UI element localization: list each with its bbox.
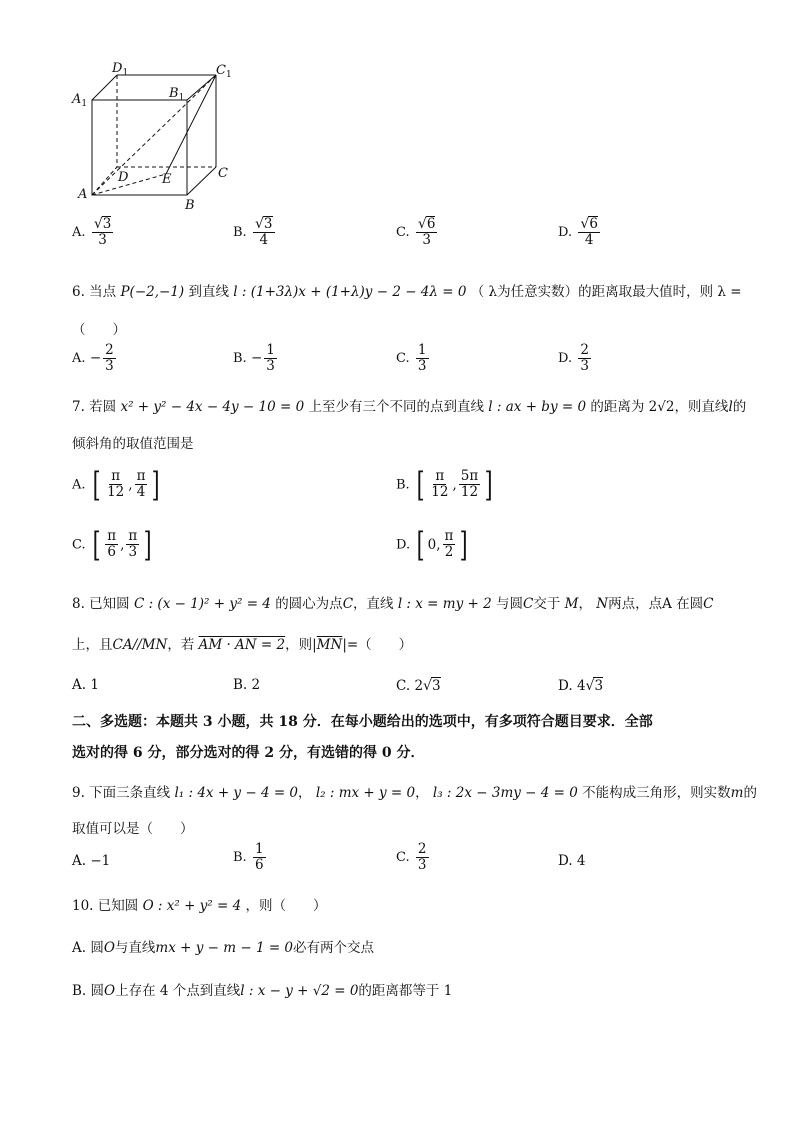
q7-option-d[interactable]: D. [ 0 , $\frac{\pi}{2}$ ] — [396, 525, 469, 565]
q5-option-c[interactable]: C. $\frac{√6}{3}$ — [396, 216, 436, 249]
q7-option-a[interactable]: A. [ $\frac{\pi}{12}$ , $\frac{\pi}{4}$ ] — [72, 465, 161, 505]
question-8-line2: 上，且CA//MN，若 AM · AN = 2，则$|\overline{MN}|=$（ ） — [72, 637, 413, 653]
label-E: E — [162, 172, 172, 187]
q7-option-c[interactable]: C. [ $\frac{\pi}{6}$ , $\frac{\pi}{3}$ ] — [72, 525, 152, 565]
question-10-stem: 10. 已知圆 O : x² + y² = 4 ，则（ ） — [72, 898, 327, 914]
q10-option-a[interactable]: A. 圆O与直线mx + y − m − 1 = 0必有两个交点 — [72, 940, 375, 956]
q6-option-d[interactable]: D. $\frac{2}{3}$ — [558, 342, 589, 374]
cube-diagram — [70, 55, 245, 210]
label-A: A — [78, 187, 88, 202]
q8-option-c[interactable]: C. 2√3 — [396, 678, 441, 694]
label-C1: $C_1$ — [216, 63, 232, 80]
q8-option-d[interactable]: D. 4√3 — [558, 678, 604, 694]
q7-option-b[interactable]: B. [ $\frac{\pi}{12}$ , $\frac{5\pi}{12}$ ] — [396, 465, 493, 505]
question-8-stem: 8. 已知圆 C : (x − 1)² + y² = 4 的圆心为点C，直线 l : x = my + 2 与圆C交于 M， N两点，点A 在圆C — [72, 596, 714, 612]
q5-option-d[interactable]: D. $\frac{√6}{4}$ — [558, 216, 598, 249]
q6-option-b[interactable]: B. − $\frac{1}{3}$ — [233, 342, 275, 374]
label-B: B — [185, 198, 195, 210]
q9-option-c[interactable]: C. $\frac{2}{3}$ — [396, 841, 427, 873]
cube-front-face — [92, 100, 187, 195]
q8-option-a[interactable]: A. 1 — [72, 677, 99, 693]
question-7-stem: 7. 若圆 x² + y² − 4x − 4y − 10 = 0 上至少有三个不同的点到直线 l : ax + by = 0 的距离为 2√2，则直线l的 — [72, 399, 747, 415]
q5-option-b[interactable]: B. $\frac{√3}{4}$ — [233, 216, 273, 249]
label-D1: $D_1$ — [112, 61, 129, 78]
question-9-line2: 取值可以是（ ） — [72, 821, 194, 837]
label-C: C — [218, 166, 228, 181]
q9-option-a[interactable]: A. −1 — [72, 853, 111, 869]
q9-option-b[interactable]: B. $\frac{1}{6}$ — [233, 841, 264, 873]
label-D: D — [118, 170, 129, 185]
q9-option-d[interactable]: D. 4 — [558, 853, 586, 869]
label-B1: $B_1$ — [169, 86, 185, 103]
q6-option-c[interactable]: C. $\frac{1}{3}$ — [396, 342, 427, 374]
question-6-blank: （ ） — [72, 322, 126, 338]
section-2-heading: 二、多选题：本题共 3 小题，共 18 分．在每小题给出的选项中，有多项符合题目要求．全部 — [72, 714, 653, 730]
q6-option-a[interactable]: A. − $\frac{2}{3}$ — [72, 342, 114, 374]
section-2-heading-line2: 选对的得 6 分，部分选对的得 2 分，有选错的得 0 分． — [72, 745, 425, 761]
question-9-stem: 9. 下面三条直线 l₁ : 4x + y − 4 = 0， l₂ : mx + y = 0， l₃ : 2x − 3my − 4 = 0 不能构成三角形，则实数m的 — [72, 785, 757, 801]
question-6-stem: 6. 当点 P(−2,−1) 到直线 l : (1+3λ)x + (1+λ)y − 2 − 4λ = 0 （ λ为任意实数）的距离取最大值时，则 λ = — [72, 284, 742, 300]
question-7-line2: 倾斜角的取值范围是 — [72, 436, 194, 452]
q5-option-a[interactable]: A. $\frac{√3}{3}$ — [72, 216, 112, 249]
q8-option-b[interactable]: B. 2 — [233, 677, 261, 693]
label-A1: $A_1$ — [72, 92, 88, 109]
q10-option-b[interactable]: B. 圆O上存在 4 个点到直线l : x − y + √2 = 0的距离都等于 1 — [72, 983, 453, 999]
